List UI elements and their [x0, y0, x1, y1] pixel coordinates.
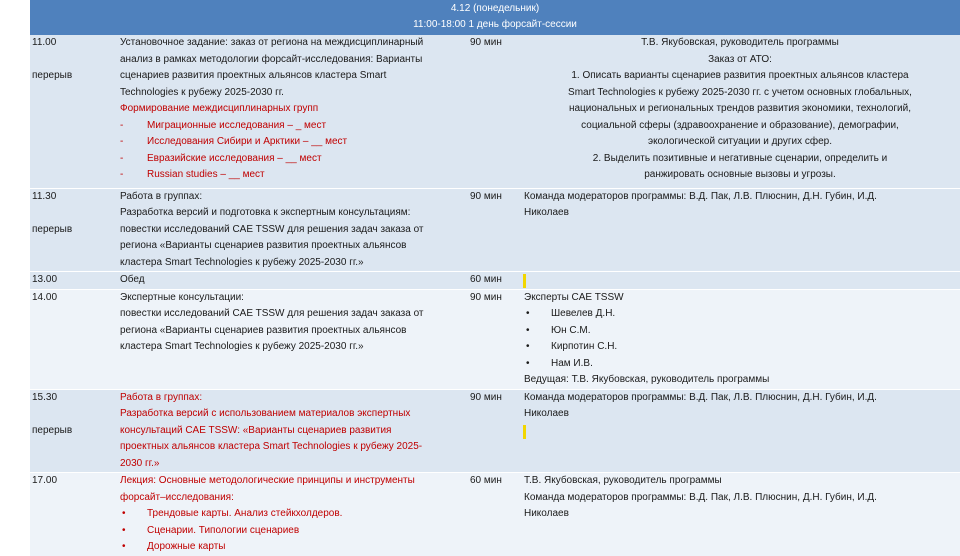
notes-line: Smart Technologies к рубежу 2025-2030 гг. с учетом основных глобальных, [568, 86, 912, 98]
bullet-icon: • [526, 357, 530, 369]
duration-cell: 90 мин [470, 289, 520, 389]
task-cell: Обед [120, 272, 470, 290]
lecture-item-label: Дорожные карты [147, 541, 226, 552]
task-line: анализ в рамках методологии форсайт-исследования: Варианты [120, 53, 423, 65]
table-row [30, 473, 960, 556]
time-start: 11.00 [32, 37, 57, 48]
task-line: сценариев развития проектных альянсов кластера Smart [120, 70, 387, 81]
task-line: повестки исследований CAE TSSW для решения задач заказа от [120, 308, 424, 319]
bullet-icon: • [526, 324, 530, 336]
notes-line: Команда модераторов программы: В.Д. Пак, Л.В. Плюснин, Д.Н. Губин, И.Д. [524, 491, 877, 503]
group-item-label: Евразийские исследования – __ мест [147, 152, 322, 164]
group-item [120, 134, 470, 151]
notes-line: Команда модераторов программы: В.Д. Пак, Л.В. Плюснин, Д.Н. Губин, И.Д. [524, 190, 877, 202]
task-line: Technologies к рубежу 2025-2030 гг. [120, 86, 284, 98]
task-cell [120, 473, 470, 556]
table-row [30, 35, 960, 188]
notes-cell [520, 389, 960, 473]
notes-line: ранжировать основные вызовы и угрозы. [644, 169, 836, 180]
task-line: Лекция: Основные методологические принципы и инструменты [120, 475, 415, 486]
duration-cell: 60 мин [470, 272, 520, 290]
task-line: региона «Варианты сценариев развития проектных альянсов [120, 324, 407, 336]
expert-name: Шевелев Д.Н. [551, 308, 616, 319]
time-cell: 13.00 [30, 272, 120, 290]
dash-marker: - [120, 169, 124, 180]
table-row [30, 188, 960, 272]
notes-cell [520, 35, 960, 188]
task-line: Работа в группах: [120, 391, 203, 403]
notes-line: национальных и региональных трендов развития экономики, технологий, [568, 103, 912, 114]
highlight-marker [523, 425, 526, 439]
time-cell [30, 188, 120, 272]
duration-cell: 90 мин [470, 389, 520, 473]
group-item-label: Миграционные исследования – _ мест [147, 119, 327, 131]
expert-item [524, 356, 960, 373]
task-line: Установочное задание: заказ от региона на междисциплинарный [120, 37, 424, 48]
time-cell [30, 389, 120, 473]
bullet-icon: • [526, 308, 530, 319]
notes-line: экологической ситуации и других сфер. [647, 136, 833, 147]
dash-marker: - [120, 119, 124, 131]
notes-cell [520, 473, 960, 556]
task-cell [120, 289, 470, 389]
notes-line: Заказ от АТО: [708, 53, 772, 65]
task-line: повестки исследований CAE TSSW для решения задач заказа от [120, 223, 424, 235]
group-item [120, 151, 470, 168]
notes-line: 2. Выделить позитивные и негативные сценарии, определить и [592, 152, 888, 164]
notes-line: 1. Описать варианты сценариев развития проектных альянсов кластера [571, 70, 909, 81]
task-line: проектных альянсов кластера Smart Technologies к рубежу 2025- [120, 441, 423, 452]
time-break: перерыв [32, 223, 73, 235]
time-cell [30, 35, 120, 188]
task-line: Разработка версий и подготовка к экспертным консультациям: [120, 207, 411, 218]
notes-line: Т.В. Якубовская, руководитель программы [641, 37, 839, 48]
time-cell: 17.00 [30, 473, 120, 556]
notes-line: Команда модераторов программы: В.Д. Пак, Л.В. Плюснин, Д.Н. Губин, И.Д. [524, 391, 877, 403]
expert-name: Нам И.В. [551, 357, 593, 369]
bullet-icon: • [122, 541, 126, 552]
host-line: Ведущая: Т.В. Якубовская, руководитель программы [524, 374, 770, 385]
notes-line: социальной сферы (здравоохранение и образование), демографии, [581, 119, 899, 131]
task-line: региона «Варианты сценариев развития проектных альянсов [120, 240, 407, 251]
task-cell [120, 35, 470, 188]
task-line: Разработка версий с использованием материалов экспертных [120, 408, 411, 419]
task-line: 2030 гг.» [120, 457, 160, 469]
time-start: 15.30 [32, 391, 58, 403]
highlight-marker [523, 274, 526, 288]
notes-line: Николаев [524, 207, 569, 218]
expert-name: Юн С.М. [551, 324, 591, 336]
task-line: кластера Smart Technologies к рубежу 2025-2030 гг.» [120, 256, 364, 268]
time-break: перерыв [32, 70, 73, 81]
duration-cell: 90 мин [470, 35, 520, 188]
dash-marker: - [120, 152, 124, 164]
group-item-label: Исследования Сибири и Арктики – __ мест [147, 136, 348, 147]
header-date: 4.12 (понедельник) [450, 3, 540, 14]
group-item [120, 118, 470, 135]
lecture-item [120, 523, 470, 540]
task-line: кластера Smart Technologies к рубежу 2025-2030 гг.» [120, 341, 364, 352]
bullet-icon: • [122, 508, 126, 519]
notes-line: Т.В. Якубовская, руководитель программы [524, 475, 722, 486]
task-line: консультаций CAE TSSW: «Варианты сценариев развития [120, 424, 392, 436]
notes-line: Николаев [524, 508, 569, 519]
expert-item [524, 339, 960, 356]
expert-name: Кирпотин С.Н. [551, 341, 618, 352]
duration-cell: 60 мин [470, 473, 520, 556]
task-line: Экспертные консультации: [120, 291, 244, 303]
group-item [120, 167, 470, 184]
header-session: 11:00-18:00 1 день форсайт-сессии [413, 19, 577, 30]
lecture-item-label: Сценарии. Типологии сценариев [147, 524, 300, 536]
notes-cell [520, 289, 960, 389]
expert-item [524, 323, 960, 340]
dash-marker: - [120, 136, 124, 147]
lecture-item [120, 506, 470, 523]
experts-title: Эксперты CAE TSSW [524, 291, 624, 303]
task-cell [120, 188, 470, 272]
table-row [30, 389, 960, 473]
time-break: перерыв [32, 424, 73, 436]
schedule-table [30, 35, 960, 556]
time-start: 11.30 [32, 190, 57, 202]
lecture-item-label: Трендовые карты. Анализ стейкхолдеров. [147, 508, 343, 519]
task-line: форсайт–исследования: [120, 491, 234, 503]
bullet-icon: • [122, 524, 126, 536]
table-row [30, 289, 960, 389]
table-row [30, 272, 960, 290]
notes-line: Николаев [524, 408, 569, 419]
groups-heading: Формирование междисциплинарных групп [120, 103, 319, 114]
lecture-item [120, 539, 470, 556]
time-cell: 14.00 [30, 289, 120, 389]
task-cell [120, 389, 470, 473]
schedule-header [30, 0, 960, 36]
expert-item [524, 306, 960, 323]
group-item-label: Russian studies – __ мест [147, 169, 265, 180]
notes-cell [520, 272, 960, 290]
task-line: Работа в группах: [120, 190, 203, 202]
bullet-icon: • [526, 341, 530, 352]
notes-cell [520, 188, 960, 272]
duration-cell: 90 мин [470, 188, 520, 272]
